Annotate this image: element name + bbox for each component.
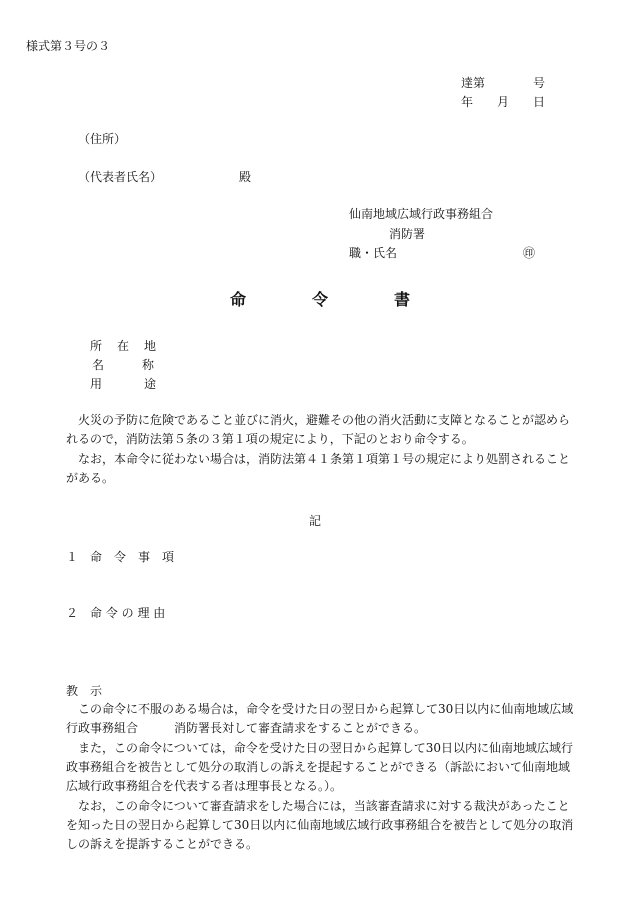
order-items-heading: １ 命 令 事 項 (66, 550, 175, 564)
recipient-honorific: 殿 (239, 170, 252, 184)
property-name-label: 名 称 (92, 358, 154, 372)
property-location-label: 所 在 地 (90, 339, 156, 353)
issuer-organization: 仙南地域広域行政事務組合 (349, 207, 494, 221)
seal-mark: ㊞ (523, 246, 536, 260)
issuer-department: 消防署 (389, 227, 426, 241)
document-title (60, 288, 570, 312)
document-date: 年 月 日 (461, 95, 546, 109)
title-char: 令 (311, 290, 328, 309)
title-char: 書 (393, 290, 410, 309)
instruction-appeal-paragraph: この命令に不服のある場合は，命令を受けた日の翌日から起算して30日以内に仙南地域広域行政事務組合 消防署長対して審査請求をすることができる。 (66, 702, 574, 735)
property-use-row (90, 375, 156, 394)
property-info (90, 337, 156, 394)
title-char: 命 (230, 290, 247, 309)
recipient-address-label: （住所） (78, 132, 127, 146)
property-name-row (90, 356, 156, 375)
instruction-lawsuit-paragraph: また，この命令については，命令を受けた日の翌日から起算して30日以内に仙南地域広域行政事務組合を被告として処分の取消しの訴えを提起することができる（訴訟において仙南地域広域行政事務組合を代表する者は理事長となる。）。 (66, 741, 574, 793)
instruction-heading: 教 示 (66, 684, 103, 698)
instruction-after-appeal-paragraph: なお，この命令について審査請求をした場合には，当該審査請求に対する裁決があったことを知った日の翌日から起算して30日以内に仙南地域広域行政事務組合を被告として処分の取消しの訴えを提訴することができる。 (66, 799, 574, 851)
issuer-name-label: 職・氏名 (349, 246, 398, 260)
penalty-notice-paragraph: なお，本命令に従わない場合は，消防法第４１条第１項第１号の規定により処罰されることがある。 (66, 452, 571, 485)
recipient-representative-label: （代表者氏名） (78, 170, 163, 184)
property-use-label: 用 途 (90, 377, 156, 391)
ki-heading: 記 (309, 514, 322, 528)
document-number: 達第 号 (461, 76, 546, 90)
property-location-row (90, 337, 156, 356)
order-reason-heading: ２ 命 令 の 理 由 (66, 606, 166, 620)
order-body-paragraph: 火災の予防に危険であること並びに消火，避難その他の消火活動に支障となることが認められるので，消防法第５条の３第１項の規定により，下記のとおり命令する。 (66, 413, 571, 446)
form-number: 様式第３号の３ (26, 39, 111, 53)
